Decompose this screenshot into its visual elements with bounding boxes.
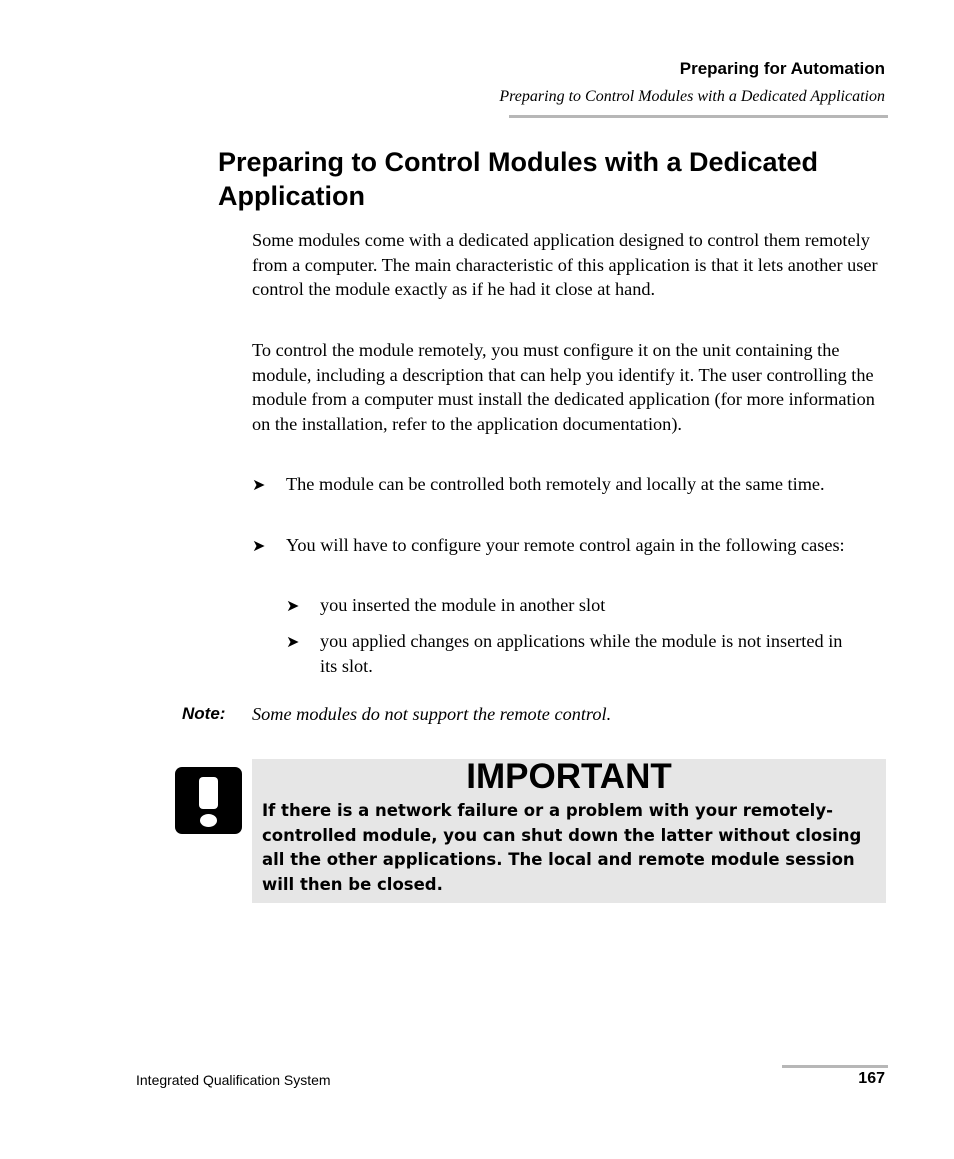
arrow-bullet-icon: ➤: [286, 596, 300, 615]
important-title: IMPORTANT: [466, 757, 672, 796]
bullet-item: You will have to configure your remote control again in the following cases:: [286, 535, 845, 555]
footer-divider: [782, 1065, 888, 1068]
body-paragraph-intro: Some modules come with a dedicated application designed to control them remotely from a computer. The main characteristic of this application is that it lets another user control the module exactly as if he had it close at hand.: [252, 230, 878, 299]
note-label: Note:: [182, 704, 226, 723]
exclamation-warning-icon: [175, 767, 242, 834]
note-text: Some modules do not support the remote control.: [252, 704, 612, 724]
important-text: If there is a network failure or a problem with your remotely-controlled module, you can shut down the latter without closing all the other applications. The local and remote module session will then be closed.: [262, 801, 862, 894]
arrow-bullet-icon: ➤: [252, 536, 266, 555]
arrow-bullet-icon: ➤: [286, 632, 300, 651]
important-callout: [252, 759, 886, 903]
header-divider: [509, 115, 888, 118]
header-section-title: Preparing to Control Modules with a Dedicated Application: [499, 88, 885, 105]
sub-bullet-item: you inserted the module in another slot: [320, 595, 606, 615]
bullet-item: The module can be controlled both remotely and locally at the same time.: [286, 474, 825, 494]
page-number: 167: [858, 1070, 885, 1087]
arrow-bullet-icon: ➤: [252, 475, 266, 494]
header-chapter-title: Preparing for Automation: [679, 59, 885, 78]
footer-product-name: Integrated Qualification System: [136, 1072, 331, 1088]
body-paragraph-configure: To control the module remotely, you must configure it on the unit containing the module, including a description that can help you identify it. The user controlling the module from a computer must install the dedicated application (for more information on the installation, refer to the application documentation).: [252, 340, 875, 434]
page-title: Preparing to Control Modules with a Dedicated Application: [218, 147, 819, 211]
sub-bullet-item: you applied changes on applications while the module is not inserted in its slot.: [320, 631, 843, 676]
